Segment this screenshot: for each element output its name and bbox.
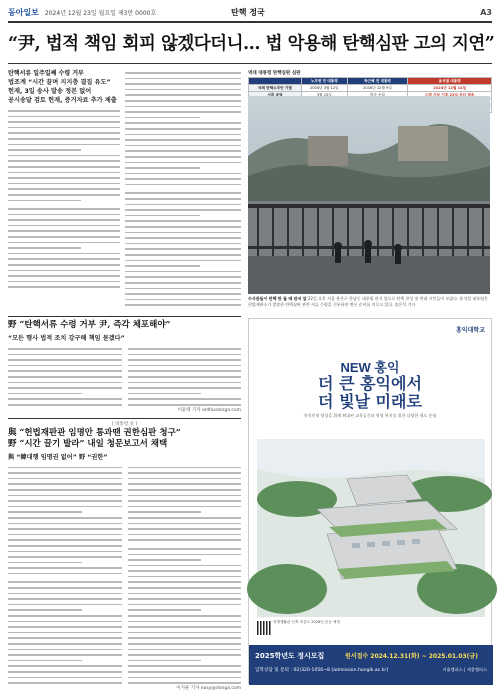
- timeline-cell: 발송 송달: [347, 92, 408, 99]
- photo-caption: [248, 296, 490, 316]
- ad-admission-bar: [249, 645, 493, 685]
- story-subhead-2: 헌재, 3일 송사 발송 정본 없어: [8, 88, 92, 95]
- timeline-cell: 2016년 12월 9일: [347, 85, 408, 92]
- timeline-header: 윤석열 대통령: [408, 78, 492, 85]
- caption-text: 22일 오후 서울 용산구 한남동 대통령 관저 앞으로 탄핵 찬성 및 반대 시민들이 모였다. 윤석열 대통령은 헌법재판소가 발송한 탄핵심판 관련 서류 수령을 거부하며 변론 준비를 미루고 있다. 송은석 기자: [248, 296, 488, 307]
- timeline-cell: 3월 15일: [301, 92, 347, 99]
- section-title: 탄핵 정국: [231, 7, 265, 17]
- bottom-kicker: [ 대통령 실 ]: [111, 422, 138, 427]
- text-line: [128, 402, 242, 408]
- ad-bar-title: 2025학년도 정시모집: [255, 652, 325, 660]
- ad-bar-contact: 입학상담 및 문의 : 02)320-1056~8 [admission.hongik.ac.kr]: [255, 668, 389, 673]
- timeline-table: [248, 70, 492, 97]
- bottom-headline-2: 野 “시간 끌기 발라” 내일 청문보고서 채택: [8, 438, 168, 449]
- timeline-row-label: 서류 송달: [249, 92, 302, 99]
- date-line: 2024년 12월 23일 월요일 제3만 0000호: [44, 9, 157, 17]
- ad-description: 홍익인재 양성을 위해 확대된 교육공간과 학생 복지를 위한 다양한 제도 운영: [303, 413, 437, 418]
- residence-gate-image: [248, 96, 490, 294]
- timeline-header: 박근혜 전 대통령: [347, 78, 408, 85]
- ad-tagline-2a: 더 큰 홍익에서: [318, 374, 422, 393]
- ad-tagline-2b: 더 빛날 미래로: [318, 392, 422, 411]
- mid-byline: 이윤태 기자 oldfoxdonga.com: [177, 407, 241, 413]
- timeline-cell: 수령 거부 이후 23일 부터 발송: [408, 92, 492, 99]
- text-line: [128, 680, 242, 686]
- mid-story: [8, 320, 241, 414]
- mid-subhead: “모든 행사 법적 조치 강구해 책임 묻겠다”: [8, 335, 125, 342]
- story-subhead-1: 법조계 “시간 끌며 지지층 결집 유도”: [8, 79, 111, 86]
- page-number: A3: [480, 7, 492, 17]
- masthead: [8, 5, 492, 19]
- ad-tagline-2: [249, 375, 491, 411]
- timeline-header: [249, 78, 302, 85]
- story-kicker: 탄핵서류 일주일째 수령 거부: [8, 70, 84, 77]
- paper-logo: 동아일보: [8, 6, 39, 17]
- timeline-row-label: 국회 탄핵소추안 가결: [249, 85, 302, 92]
- bottom-rule: [8, 418, 241, 419]
- ad-bar-campus: 서울캠퍼스 | 세종캠퍼스: [442, 667, 487, 672]
- qr-code-icon[interactable]: [257, 621, 271, 635]
- story-body: [125, 70, 241, 308]
- campus-render-image: [257, 439, 485, 617]
- bottom-byline: 이지운 기자 easy@donga.com: [176, 685, 241, 691]
- story-column-2: [125, 70, 241, 312]
- ad-tagline-1: NEW 홍익: [340, 360, 400, 375]
- story-subhead-3: 공시송달 검토 헌재, 증거자료 추가 제출: [8, 97, 117, 104]
- masthead-rule: [8, 21, 492, 23]
- text-line: [8, 284, 120, 290]
- bottom-body-right: [128, 465, 242, 686]
- bottom-story: [8, 422, 241, 691]
- mid-body-right: [128, 346, 242, 408]
- mid-body-left: [8, 346, 122, 408]
- bottom-headline-1: 與 “헌법재판관 임명안 통과땐 권한심판 청구”: [8, 427, 181, 438]
- text-line: [125, 302, 241, 308]
- text-line: [8, 402, 122, 408]
- news-photo: [248, 96, 490, 294]
- ad-qr-note: 학생생활관 신축 조감도 2026년 준공 예정: [273, 620, 340, 624]
- timeline-cell: 2004년 3월 12일: [301, 85, 347, 92]
- main-headline: “尹, 법적 책임 회피 않겠다더니… 법 악용해 탄핵심판 고의 지연”: [8, 34, 495, 54]
- caption-lead: 수사관들이 탄핵 탄 돌 때 관저 앞: [248, 296, 307, 301]
- headline-rule: [8, 63, 492, 64]
- ad-bar-dates: 원서접수 2024.12.31(화) ~ 2025.01.03(금): [345, 653, 478, 660]
- timeline-cell: 2024년 12월 14일: [408, 85, 492, 92]
- university-ad: [248, 318, 492, 684]
- text-line: [8, 680, 122, 686]
- story-column-1: [8, 70, 120, 312]
- timeline-title: 역대 대통령 탄핵심판 심판: [248, 71, 301, 76]
- bottom-body-left: [8, 465, 122, 686]
- campus-illustration: [257, 439, 485, 617]
- bottom-subhead: 與 “韓대행 임명권 없어” 野 “권한”: [8, 453, 108, 461]
- ad-university-name: 홍익대학교: [456, 327, 485, 334]
- story-body: [8, 105, 120, 290]
- mid-rule: [8, 316, 241, 317]
- mid-headline: 野 “탄핵서류 수령 거부 尹, 즉각 체포해야”: [8, 320, 171, 330]
- timeline-header: 노무현 전 대통령: [301, 78, 347, 85]
